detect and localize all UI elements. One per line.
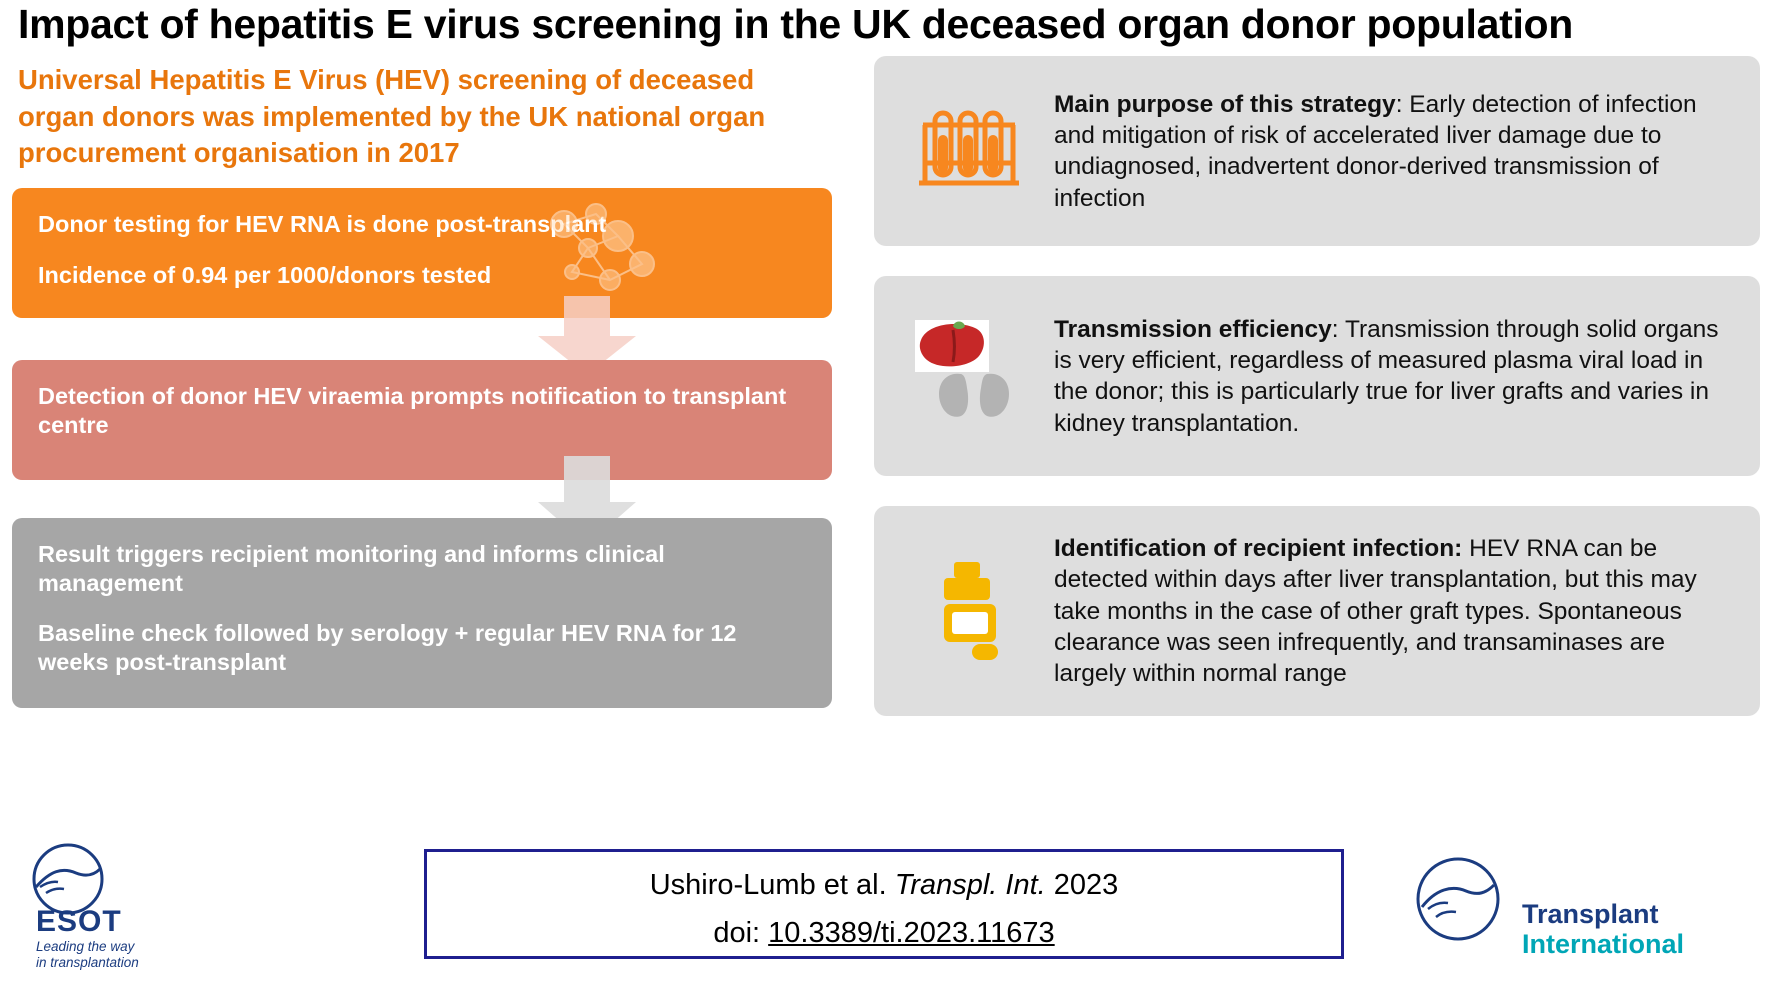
transplant-international-line-1: Transplant [1522, 899, 1659, 929]
citation-authors: Ushiro-Lumb et al. [649, 869, 887, 901]
flow-step-1-line-1: Donor testing for HEV RNA is done post-transplant [38, 210, 607, 237]
doi-link[interactable]: 10.3389/ti.2023.11673 [768, 917, 1055, 950]
page-title: Impact of hepatitis E virus screening in the UK deceased organ donor population [18, 1, 1574, 47]
flow-step-1 [12, 188, 832, 318]
citation-line-2 [427, 912, 1341, 954]
citation-box [424, 849, 1344, 959]
citation-line-1 [427, 864, 1341, 906]
liver-kidneys-icon [894, 316, 1054, 436]
esot-tagline [36, 939, 139, 970]
transplant-international-mark-icon [1402, 843, 1514, 955]
flow-step-3 [12, 518, 832, 708]
info-card-recipient-infection-body: HEV RNA can be detected within days after liver transplantation, but this may take months in the case of other graft types. Spontaneous clearance was seen infrequently, and transaminases are largely within normal range [1054, 534, 1697, 688]
medication-bottle-icon [894, 556, 1054, 666]
info-card-transmission-efficiency [874, 276, 1760, 476]
flow-step-3-line-1: Result triggers recipient monitoring and informs clinical management [38, 540, 665, 596]
footer [0, 833, 1772, 983]
citation-year: 2023 [1053, 869, 1119, 901]
info-card-recipient-infection-text [1054, 533, 1740, 690]
flow-step-2 [12, 360, 832, 480]
info-card-transmission-efficiency-text [1054, 314, 1740, 439]
info-card-main-purpose [874, 56, 1760, 246]
citation-journal: Transpl. Int. [894, 869, 1046, 901]
right-column [850, 56, 1760, 746]
flow-step-1-line-2: Incidence of 0.94 per 1000/donors tested [38, 261, 492, 288]
esot-name: ESOT [36, 905, 122, 938]
test-tube-rack-icon [894, 99, 1054, 203]
molecule-icon [522, 198, 702, 310]
main-columns [12, 56, 1760, 748]
info-card-main-purpose-text [1054, 89, 1740, 214]
doi-label: doi: [713, 917, 761, 950]
info-card-main-purpose-label: Main purpose of this strategy [1054, 90, 1396, 118]
transplant-international-logo [1402, 843, 1762, 973]
lead-statement: Universal Hepatitis E Virus (HEV) screening of deceased organ donors was implemented by the UK national organ procurement organisation in 2017 [18, 64, 766, 169]
info-card-recipient-infection-label: Identification of recipient infection: [1054, 534, 1463, 562]
esot-tagline-line-2: in transplantation [36, 954, 139, 970]
info-card-recipient-infection [874, 506, 1760, 716]
left-column [12, 56, 850, 748]
flow-diagram [12, 188, 850, 748]
info-card-main-purpose-body: : Early detection of infection and mitigation of risk of accelerated liver damage due to undiagnosed, inadvertent donor-derived transmission of infection [1054, 90, 1697, 212]
esot-logo [6, 843, 186, 973]
flow-step-2-line-1: Detection of donor HEV viraemia prompts notification to transplant centre [38, 382, 787, 438]
transplant-international-line-2: International [1522, 929, 1685, 959]
info-card-transmission-efficiency-body: : Transmission through solid organs is very efficient, regardless of measured plasma viral load in the donor; this is particularly true for liver grafts and varies in kidney transplantation. [1054, 315, 1719, 437]
flow-step-3-line-2: Baseline check followed by serology + regular HEV RNA for 12 weeks post-transplant [38, 620, 737, 675]
info-card-transmission-efficiency-label: Transmission efficiency [1054, 315, 1332, 343]
esot-tagline-line-1: Leading the way [36, 939, 135, 954]
